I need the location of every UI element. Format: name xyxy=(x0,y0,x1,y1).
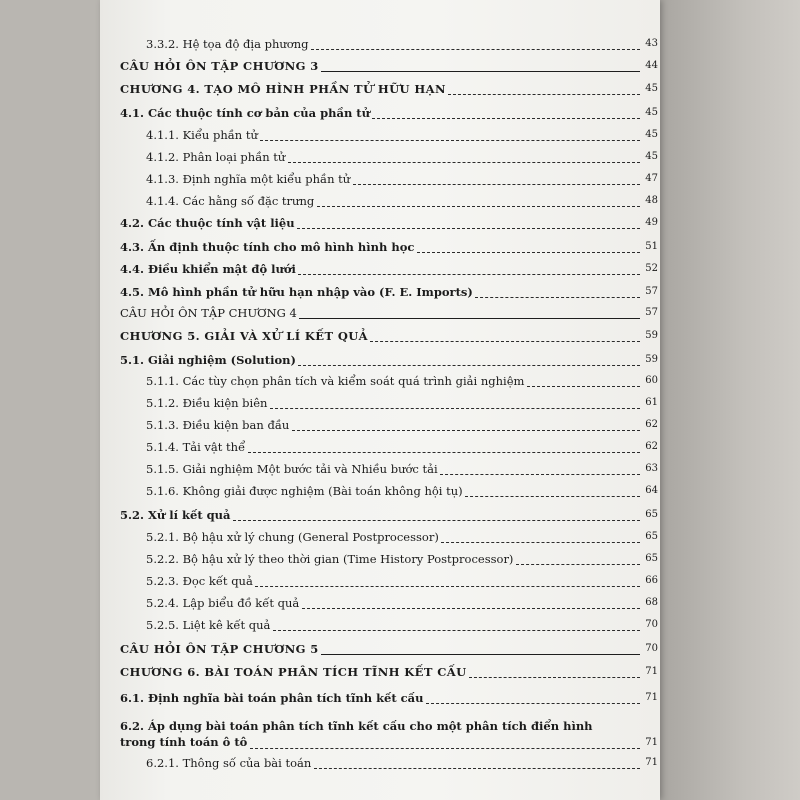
toc-entry xyxy=(100,458,660,478)
toc-entry-page: 65 xyxy=(645,553,658,564)
toc-entry-page: 66 xyxy=(645,575,658,586)
toc-entry-page: 65 xyxy=(645,531,658,542)
dot-leader xyxy=(311,49,640,50)
toc-entry-page: 47 xyxy=(645,173,658,184)
toc-entry xyxy=(100,102,660,122)
toc-entry-page: 60 xyxy=(645,375,658,386)
dot-leader xyxy=(441,542,640,543)
toc-entry-page: 45 xyxy=(645,129,658,140)
toc-entry-title: 5.1. Giải nghiệm (Solution) xyxy=(120,353,296,367)
toc-entry-page: 71 xyxy=(645,692,658,703)
toc-entry-title: 4.4. Điều khiển mật độ lưới xyxy=(120,262,296,276)
book-page xyxy=(100,0,660,800)
toc-entry xyxy=(100,687,660,707)
toc-entry-title: 4.1. Các thuộc tính cơ bản của phần tử xyxy=(120,106,370,120)
toc-entry xyxy=(100,281,660,301)
toc-entry-title: 5.2.2. Bộ hậu xử lý theo thời gian (Time History Postprocessor) xyxy=(146,552,514,566)
dot-leader xyxy=(317,206,640,207)
toc-entry-title: 5.2. Xử lí kết quả xyxy=(120,508,231,522)
toc-entry xyxy=(100,370,660,390)
dot-leader xyxy=(440,474,640,475)
toc-entry-title: 4.3. Ấn định thuộc tính cho mô hình hình học xyxy=(120,240,415,254)
dot-leader xyxy=(302,608,640,609)
toc-entry-page: 71 xyxy=(645,737,658,748)
toc-entry-title: 6.2.1. Thông số của bài toán xyxy=(146,756,312,770)
toc-entry xyxy=(100,236,660,256)
toc-entry-title: 5.2.5. Liệt kê kết quả xyxy=(146,618,271,632)
toc-entry-title: 3.3.2. Hệ tọa độ địa phương xyxy=(146,37,309,51)
dot-leader xyxy=(297,228,640,229)
toc-entry-page: 45 xyxy=(645,107,658,118)
toc-entry xyxy=(100,124,660,144)
dot-leader xyxy=(370,341,640,342)
toc-entry xyxy=(100,146,660,166)
toc-entry xyxy=(100,592,660,612)
toc-entry xyxy=(100,716,660,752)
toc-entry xyxy=(100,302,660,322)
dot-leader xyxy=(465,496,640,497)
dot-leader xyxy=(321,654,640,655)
toc-entry-title: 5.2.3. Đọc kết quả xyxy=(146,574,253,588)
toc-entry-page: 62 xyxy=(645,419,658,430)
toc-entry-page: 61 xyxy=(645,397,658,408)
dot-leader xyxy=(298,365,640,366)
toc-entry-title: 5.1.3. Điều kiện ban đầu xyxy=(146,418,290,432)
toc-entry-title: 5.2.4. Lập biểu đồ kết quả xyxy=(146,596,300,610)
toc-entry xyxy=(100,414,660,434)
toc-entry-page: 63 xyxy=(645,463,658,474)
toc-entry xyxy=(100,33,660,53)
dot-leader xyxy=(527,386,640,387)
toc-entry xyxy=(100,325,660,345)
dot-leader xyxy=(298,274,640,275)
toc-entry xyxy=(100,504,660,524)
toc-entry xyxy=(100,614,660,634)
toc-entry xyxy=(100,55,660,75)
dot-leader xyxy=(516,564,640,565)
toc-entry xyxy=(100,661,660,681)
toc-entry-title: CÂU HỎI ÔN TẬP CHƯƠNG 3 xyxy=(120,59,319,73)
toc-entry-title: 4.1.4. Các hằng số đặc trưng xyxy=(146,194,315,208)
toc-entry-title: CÂU HỎI ÔN TẬP CHƯƠNG 4 xyxy=(120,306,297,320)
toc-entry-page: 52 xyxy=(645,263,658,274)
toc-entry-page: 49 xyxy=(645,217,658,228)
toc-entry-page: 71 xyxy=(645,757,658,768)
toc-entry-page: 70 xyxy=(645,619,658,630)
toc-entry xyxy=(100,752,660,772)
dot-leader xyxy=(353,184,640,185)
toc-entry xyxy=(100,190,660,210)
toc-entry-title: 4.1.1. Kiểu phần tử xyxy=(146,128,258,142)
dot-leader xyxy=(260,140,640,141)
dot-leader xyxy=(288,162,640,163)
dot-leader xyxy=(292,430,640,431)
dot-leader xyxy=(255,586,640,587)
dot-leader xyxy=(250,748,640,749)
toc-entry xyxy=(100,258,660,278)
toc-entry xyxy=(100,638,660,658)
toc-entry-page: 65 xyxy=(645,509,658,520)
toc-entry xyxy=(100,480,660,500)
toc-entry-title: CÂU HỎI ÔN TẬP CHƯƠNG 5 xyxy=(120,642,319,656)
toc-entry-page: 48 xyxy=(645,195,658,206)
toc-entry-title: 5.1.4. Tải vật thể xyxy=(146,440,246,454)
toc-entry xyxy=(100,392,660,412)
toc-entry-page: 62 xyxy=(645,441,658,452)
toc-entry xyxy=(100,78,660,98)
toc-entry-page: 57 xyxy=(645,307,658,318)
dot-leader xyxy=(270,408,640,409)
dot-leader xyxy=(372,118,640,119)
toc-entry xyxy=(100,349,660,369)
dot-leader xyxy=(273,630,640,631)
dot-leader xyxy=(475,297,640,298)
toc-entry xyxy=(100,548,660,568)
book-edge xyxy=(660,0,800,800)
toc-entry-page: 71 xyxy=(645,666,658,677)
dot-leader xyxy=(314,768,640,769)
toc-entry-title: 6.1. Định nghĩa bài toán phân tích tĩnh kết cấu xyxy=(120,691,424,705)
toc-entry-title: 4.2. Các thuộc tính vật liệu xyxy=(120,216,295,230)
toc-entry-page: 64 xyxy=(645,485,658,496)
toc-entry-page: 70 xyxy=(645,643,658,654)
toc-entry-title: CHƯƠNG 5. GIẢI VÀ XỬ LÍ KẾT QUẢ xyxy=(120,329,368,343)
dot-leader xyxy=(448,94,640,95)
toc-entry-title: 4.5. Mô hình phần tử hữu hạn nhập vào (F. E. Imports) xyxy=(120,285,473,299)
toc-entry xyxy=(100,526,660,546)
toc-entry-page: 68 xyxy=(645,597,658,608)
dot-leader xyxy=(299,318,640,319)
toc-entry-title: CHƯƠNG 6. BÀI TOÁN PHÂN TÍCH TĨNH KẾT CẤU xyxy=(120,665,467,679)
toc-entry-page: 59 xyxy=(645,330,658,341)
dot-leader xyxy=(233,520,640,521)
toc-entry xyxy=(100,570,660,590)
toc-entry-page: 43 xyxy=(645,38,658,49)
toc-entry-title: 6.2. Áp dụng bài toán phân tích tĩnh kết cấu cho một phân tích điển hình trong tính toán ô tô xyxy=(120,719,593,749)
toc-entry-page: 44 xyxy=(645,60,658,71)
toc-entry-page: 57 xyxy=(645,286,658,297)
toc-entry-page: 51 xyxy=(645,241,658,252)
toc-entry-title: 5.1.1. Các tùy chọn phân tích và kiểm soát quá trình giải nghiệm xyxy=(146,374,525,388)
dot-leader xyxy=(321,71,640,72)
toc-entry xyxy=(100,436,660,456)
table-of-contents xyxy=(100,0,660,800)
toc-entry-title: 5.1.2. Điều kiện biên xyxy=(146,396,268,410)
toc-entry-page: 45 xyxy=(645,83,658,94)
dot-leader xyxy=(426,703,640,704)
dot-leader xyxy=(248,452,640,453)
toc-entry-title: CHƯƠNG 4. TẠO MÔ HÌNH PHẦN TỬ HỮU HẠN xyxy=(120,82,446,96)
toc-entry xyxy=(100,168,660,188)
toc-entry xyxy=(100,212,660,232)
toc-entry-page: 59 xyxy=(645,354,658,365)
dot-leader xyxy=(469,677,640,678)
toc-entry-title: 5.1.5. Giải nghiệm Một bước tải và Nhiều bước tải xyxy=(146,462,438,476)
toc-entry-title: 5.2.1. Bộ hậu xử lý chung (General Postprocessor) xyxy=(146,530,439,544)
toc-entry-title: 5.1.6. Không giải được nghiệm (Bài toán không hội tụ) xyxy=(146,484,463,498)
toc-entry-title: 4.1.3. Định nghĩa một kiểu phần tử xyxy=(146,172,351,186)
toc-entry-page: 45 xyxy=(645,151,658,162)
dot-leader xyxy=(417,252,640,253)
toc-entry-title: 4.1.2. Phân loại phần tử xyxy=(146,150,286,164)
